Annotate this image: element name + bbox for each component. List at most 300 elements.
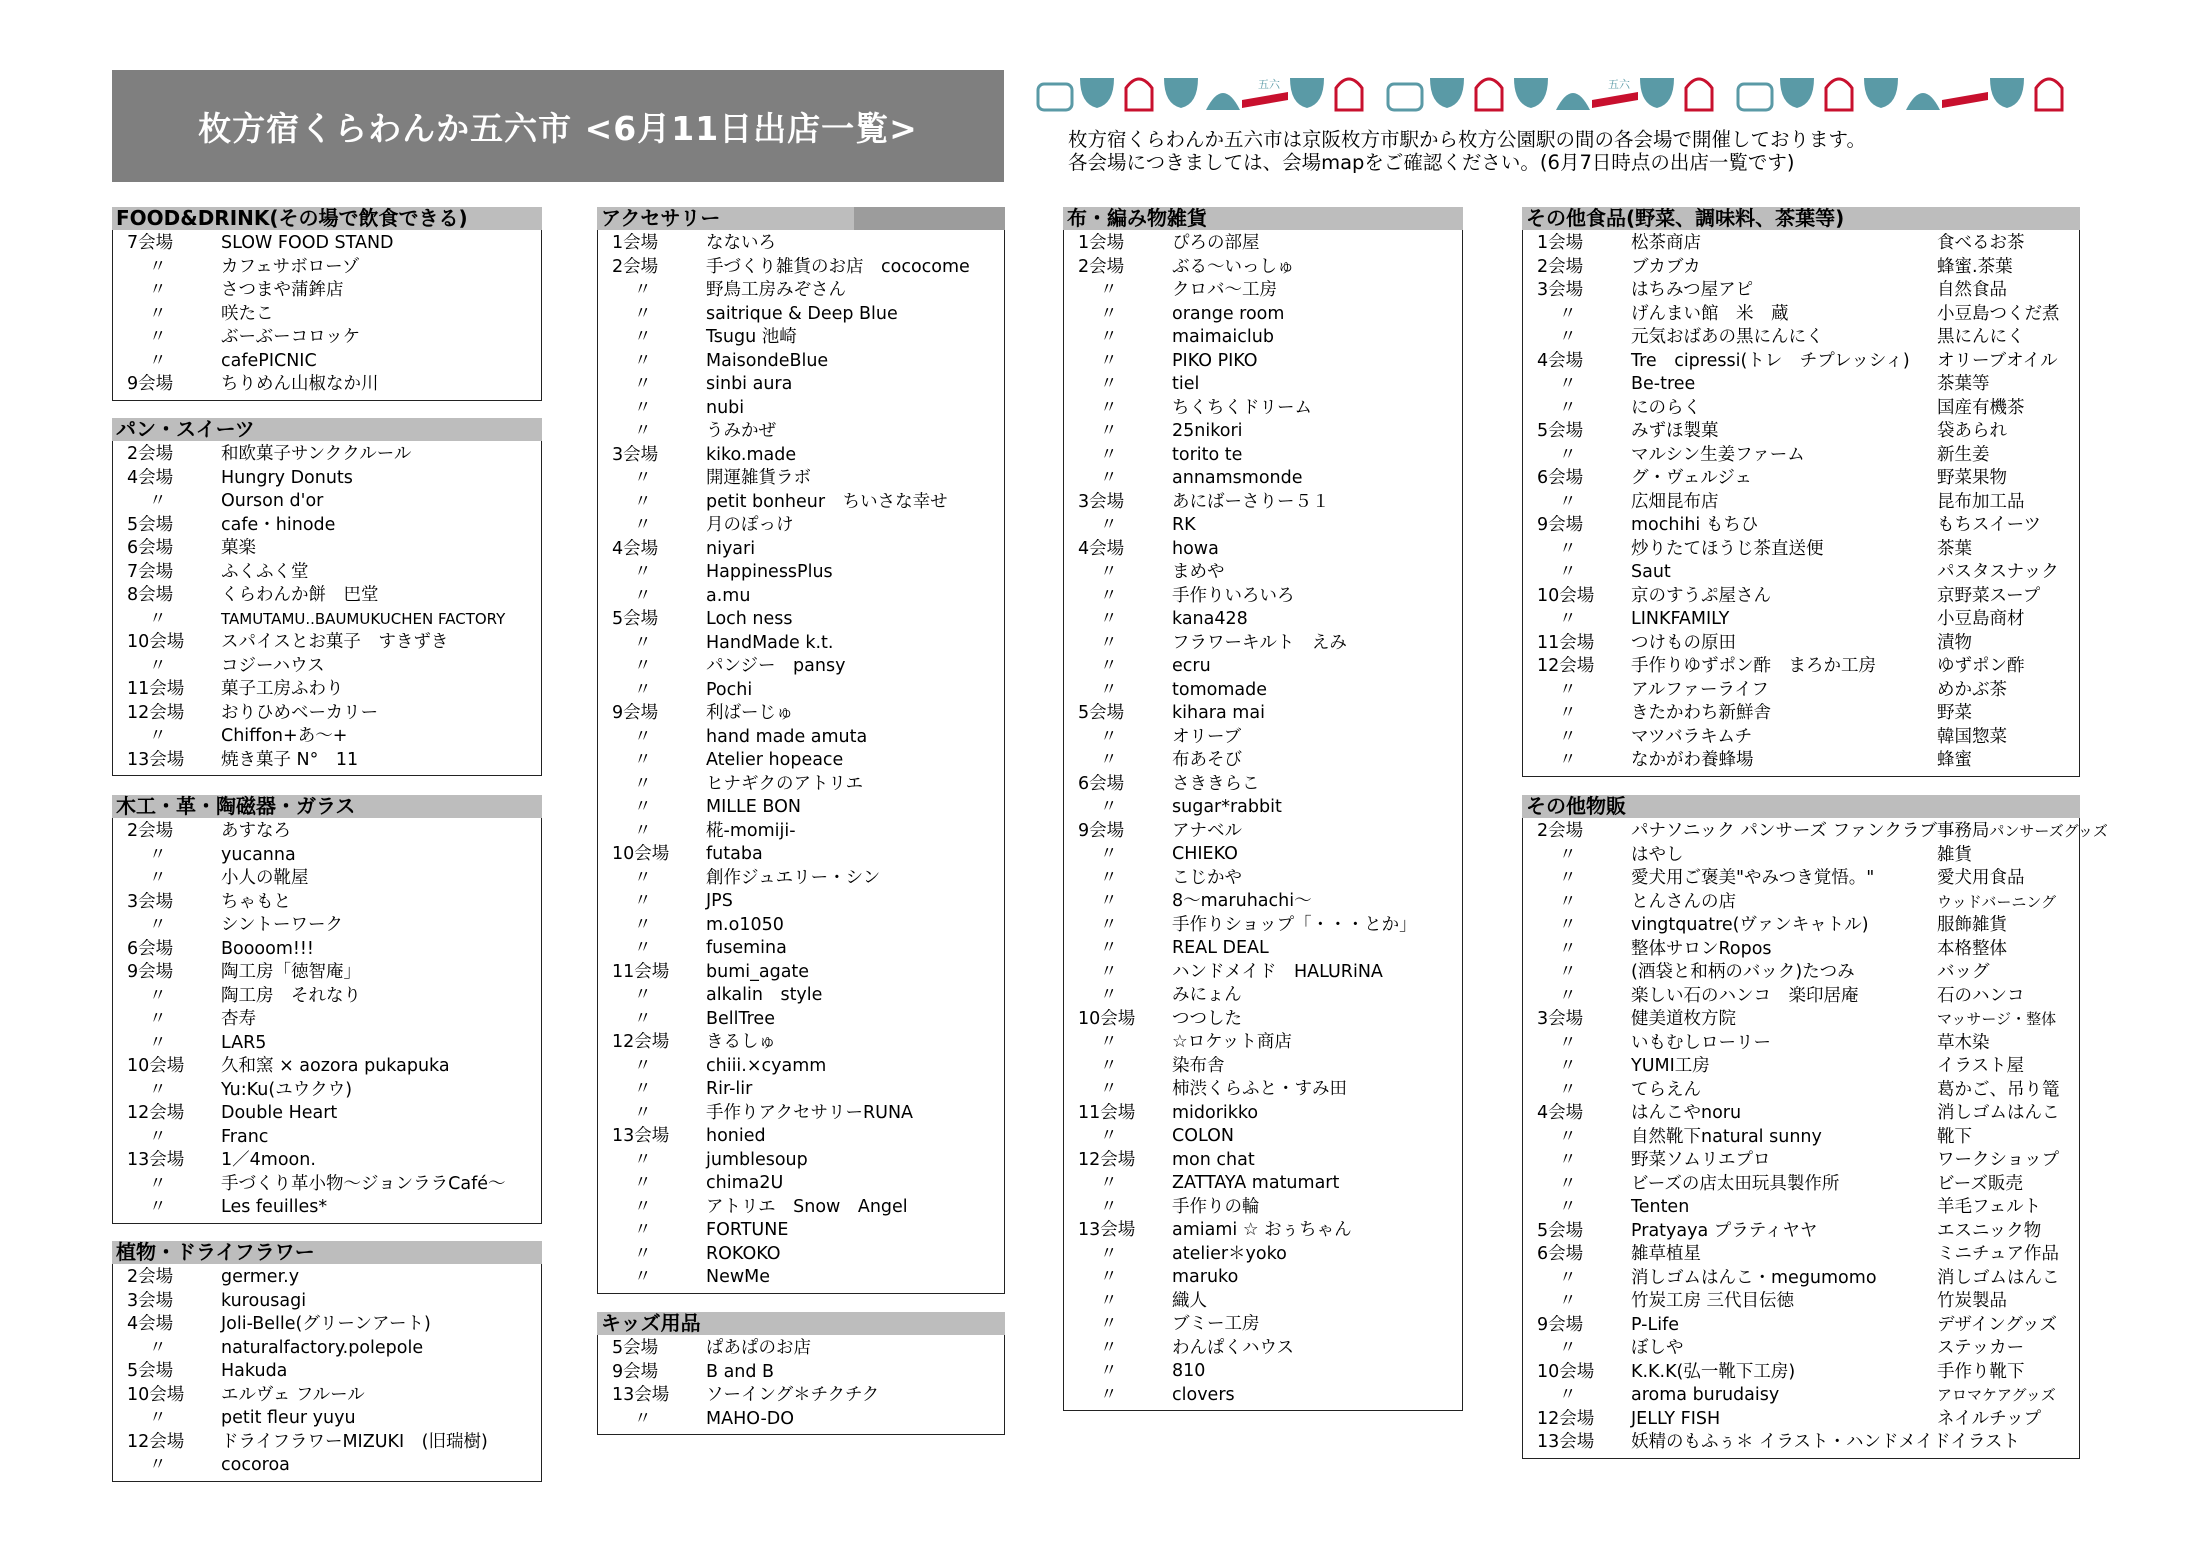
vendor-name: Double Heart [221, 1103, 338, 1123]
section-list [597, 230, 1005, 1294]
vendor-name: Chiffon+あ～+ [221, 726, 348, 746]
vendor-row [598, 1055, 1004, 1079]
product-category: エスニック物 [1937, 1220, 2042, 1241]
product-category: デザイングッズ [1937, 1314, 2058, 1335]
venue-label: 11会場 [1537, 632, 1595, 653]
vendor-row [1523, 1196, 2079, 1220]
product-category: 野菜 [1937, 703, 1972, 723]
section-kids [597, 1312, 1005, 1435]
vendor-name: 手作りショップ「・・・とか」 [1172, 914, 1417, 935]
venue-label: 9会場 [127, 374, 174, 394]
vendor-row [598, 444, 1004, 468]
venue-label: 〃 [1559, 962, 1577, 982]
vendor-row [1523, 726, 2079, 750]
vendor-row [1523, 491, 2079, 515]
vendor-row [1523, 1055, 2079, 1079]
product-category: ネイルチップ [1937, 1408, 2042, 1429]
product-category: 服飾雑貨 [1937, 915, 2007, 935]
vendor-row [113, 443, 541, 467]
page-title: 枚方宿くらわんか五六市 <6月11日出店一覧> [112, 70, 1004, 182]
venue-label: 12会場 [127, 1431, 185, 1452]
vendor-row [1523, 1102, 2079, 1126]
product-category: 国産有機茶 [1937, 397, 2025, 418]
vendor-row [1523, 1267, 2079, 1291]
vendor-row [1064, 773, 1462, 797]
lid-icon [1206, 93, 1240, 110]
vendor-name: 手作りアクセサリーRUNA [706, 1102, 914, 1123]
vendor-name: 手づくり雑貨のお店 cococome [706, 256, 970, 277]
vendor-name: REAL DEAL [1172, 938, 1269, 958]
vendor-name: 自然靴下natural sunny [1631, 1126, 1822, 1147]
venue-label: 〃 [1559, 1197, 1577, 1217]
section-bread [112, 418, 542, 776]
vendor-row [598, 1266, 1004, 1290]
vendor-row [598, 937, 1004, 961]
vendor-row [1523, 702, 2079, 726]
vendor-name: futaba [706, 844, 763, 864]
product-category: 本格整体 [1937, 938, 2007, 959]
vendor-name: 焼き菓子 N° 11 [221, 749, 359, 770]
venue-label: 〃 [634, 374, 652, 394]
vendor-name: ソーイング＊チクチク [706, 1385, 880, 1405]
venue-label: 〃 [1100, 562, 1118, 582]
product-category: 雑貨 [1937, 844, 1972, 865]
vendor-row [113, 749, 541, 773]
product-category: 蜂蜜.茶葉 [1937, 256, 2013, 277]
banner-icon [1592, 92, 1638, 108]
vendor-row [598, 890, 1004, 914]
venue-label: 〃 [634, 1267, 652, 1287]
bowl-icon [1990, 78, 2024, 108]
vendor-row [1523, 1290, 2079, 1314]
vendor-name: 炒りたてほうじ茶直送便 [1631, 538, 1824, 559]
venue-label: 〃 [1100, 961, 1118, 982]
vendor-row [1064, 350, 1462, 374]
vendor-row [113, 1032, 541, 1056]
product-category: 蜂蜜 [1937, 750, 1972, 770]
venue-label: 〃 [1100, 350, 1118, 371]
vendor-name: ☆ロケット商店 [1172, 1032, 1292, 1052]
vendor-name: honied [706, 1126, 766, 1146]
venue-label: 〃 [1100, 1173, 1118, 1193]
venue-label: 5会場 [127, 1361, 174, 1381]
vendor-row [598, 679, 1004, 703]
venue-label: 〃 [1100, 1337, 1118, 1358]
vendor-row [1064, 632, 1462, 656]
product-category: 靴下 [1937, 1126, 1972, 1147]
product-category: 石のハンコ [1937, 985, 2025, 1006]
vendor-row [1523, 373, 2079, 397]
product-category: ゆずポン酢 [1937, 656, 2025, 676]
vendor-row [1064, 796, 1462, 820]
vendor-name: 愛犬用ご褒美"やみつき覚悟。" [1631, 868, 1875, 888]
venue-label: 10会場 [1078, 1008, 1136, 1029]
vendor-name: 陶工房「徳智庵」 [221, 962, 361, 982]
vendor-row [1064, 1149, 1462, 1173]
vendor-row [1064, 1243, 1462, 1267]
vendor-name: 織人 [1172, 1290, 1207, 1311]
venue-label: 〃 [1559, 1126, 1577, 1147]
product-category: 京野菜スープ [1937, 585, 2041, 606]
vendor-row [1064, 914, 1462, 938]
venue-label: 〃 [1559, 327, 1577, 347]
vendor-row [598, 655, 1004, 679]
vendor-row [1523, 1079, 2079, 1103]
venue-label: 〃 [634, 1149, 652, 1170]
venue-label: 〃 [634, 985, 652, 1005]
venue-label: 3会場 [127, 891, 174, 912]
venue-label: 5会場 [127, 514, 174, 535]
vendor-name: (酒袋と和柄のバック)たつみ [1631, 962, 1855, 982]
vendor-name: LAR5 [221, 1032, 267, 1053]
product-category: オリーブオイル [1937, 350, 2058, 371]
venue-label: 6会場 [127, 938, 174, 959]
vendor-name: マツバラキムチ [1631, 726, 1753, 747]
bowl-icon [1640, 78, 1674, 108]
venue-label: 〃 [1559, 1173, 1577, 1194]
vendor-name: 染布舎 [1172, 1055, 1225, 1076]
bowl-icon [1780, 78, 1814, 108]
vendor-row [1064, 702, 1462, 726]
vendor-row [1064, 1384, 1462, 1408]
venue-label: 〃 [634, 280, 652, 300]
section-title: アクセサリー [597, 207, 1005, 230]
vendor-row [598, 491, 1004, 515]
vendor-row [113, 891, 541, 915]
venue-label: 〃 [149, 491, 167, 511]
product-category: 草木染 [1937, 1032, 1990, 1053]
section-plants [112, 1241, 542, 1482]
vendor-row [1064, 585, 1462, 609]
vendor-name: MaisondeBlue [706, 350, 829, 371]
vendor-row [598, 467, 1004, 491]
cup-icon [1476, 79, 1502, 110]
vendor-name: 810 [1172, 1361, 1206, 1381]
vendor-row [598, 773, 1004, 797]
vendor-row [113, 1313, 541, 1337]
vendor-name: 久和窯 × aozora pukapuka [221, 1056, 450, 1076]
vendor-row [1064, 303, 1462, 327]
vendor-row [1064, 679, 1462, 703]
vendor-name: chima2U [706, 1173, 784, 1193]
vendor-row [1064, 538, 1462, 562]
vendor-name: グ・ヴェルジェ [1631, 468, 1753, 488]
vendor-name: 広畑昆布店 [1631, 491, 1719, 512]
vendor-row [598, 914, 1004, 938]
vendor-row [1064, 961, 1462, 985]
vendor-name: なかがわ養蜂場 [1631, 750, 1754, 770]
venue-label: 〃 [149, 726, 167, 746]
venue-label: 〃 [1100, 632, 1118, 653]
venue-label: 〃 [1100, 468, 1118, 488]
vendor-name: nubi [706, 397, 745, 418]
vendor-name: みにょん [1172, 985, 1242, 1005]
product-category: ワークショップ [1937, 1150, 2060, 1170]
venue-label: 〃 [634, 1408, 652, 1429]
venue-label: 13会場 [1537, 1432, 1595, 1452]
section-list [112, 230, 542, 401]
venue-label: 〃 [1100, 374, 1118, 394]
vendor-row [598, 256, 1004, 280]
vendor-name: Les feuilles* [221, 1197, 328, 1217]
section-title: パン・スイーツ [112, 418, 542, 441]
vendor-row [598, 561, 1004, 585]
venue-label: 5会場 [1078, 703, 1125, 723]
vendor-row [1064, 279, 1462, 303]
vendor-name: yucanna [221, 844, 296, 865]
vendor-name: 消しゴムはんこ・megumomo [1631, 1267, 1877, 1288]
venue-label: 12会場 [1537, 1408, 1595, 1429]
venue-label: 13会場 [127, 1150, 185, 1170]
vendor-name: あすなろ [221, 821, 291, 841]
vendor-row [1064, 1102, 1462, 1126]
vendor-row [1064, 749, 1462, 773]
venue-label: 2会場 [127, 444, 174, 464]
vendor-row [1064, 1219, 1462, 1243]
venue-label: 〃 [1559, 397, 1577, 418]
vendor-row [1523, 420, 2079, 444]
vendor-name: kurousagi [221, 1290, 307, 1311]
vendor-row [1064, 491, 1462, 515]
vendor-row [598, 1219, 1004, 1243]
vendor-row [1064, 608, 1462, 632]
venue-label: 〃 [1100, 1384, 1118, 1405]
vendor-name: ドライフラワーMIZUKI (旧瑞樹) [221, 1431, 488, 1452]
venue-label: 13会場 [612, 1385, 670, 1405]
vendor-row [598, 726, 1004, 750]
venue-label: 〃 [149, 350, 167, 371]
vendor-row [1523, 467, 2079, 491]
vendor-name: 雑草植星 [1631, 1244, 1701, 1264]
vendor-row [1523, 938, 2079, 962]
vendor-row [113, 467, 541, 491]
vendor-row [598, 1243, 1004, 1267]
vendor-row [598, 373, 1004, 397]
venue-label: 4会場 [1078, 538, 1125, 559]
venue-label: 8会場 [127, 585, 174, 605]
vendor-row [1064, 256, 1462, 280]
vendor-name: ZATTAYA matumart [1172, 1173, 1340, 1193]
lid-icon [1906, 93, 1940, 110]
product-category: 韓国惣菜 [1937, 726, 2007, 747]
bowl-icon [1290, 78, 1324, 108]
venue-label: 〃 [149, 280, 167, 300]
section-list [1522, 230, 2080, 777]
vendor-row [1064, 232, 1462, 256]
cup-icon [1826, 79, 1852, 110]
vendor-name: chiii.×cyamm [706, 1055, 827, 1076]
venue-label: 〃 [1100, 797, 1118, 817]
vendor-row [113, 725, 541, 749]
vendor-row [598, 1149, 1004, 1173]
vendor-name: TAMUTAMU..BAUMUKUCHEN FACTORY [221, 609, 506, 628]
vendor-name: マルシン生姜ファーム [1631, 444, 1805, 465]
venue-label: 5会場 [612, 609, 659, 629]
vendor-row [113, 1454, 541, 1478]
banner-icon [1242, 92, 1288, 108]
venue-label: 9会場 [1537, 515, 1584, 535]
section-fabric [1063, 207, 1463, 1411]
vendor-row [598, 1172, 1004, 1196]
vendor-name: Yu:Ku(ユウクウ) [221, 1079, 353, 1100]
product-category: イラスト屋 [1937, 1056, 2024, 1076]
venue-label: 〃 [1100, 656, 1118, 676]
vendor-row [1523, 632, 2079, 656]
vendor-name: YUMI工房 [1631, 1056, 1710, 1076]
venue-label: 〃 [634, 1196, 652, 1217]
product-category: 竹炭製品 [1937, 1291, 2007, 1311]
section-craft [112, 795, 542, 1224]
pot-icon [1388, 84, 1422, 110]
vendor-name: RK [1172, 515, 1196, 535]
vendor-row [1523, 867, 2079, 891]
venue-label: 4会場 [127, 1314, 174, 1334]
vendor-name: さつまや蒲鉾店 [221, 280, 344, 300]
venue-label: 〃 [634, 726, 652, 747]
vendor-row [1523, 538, 2079, 562]
venue-label: 〃 [149, 1408, 167, 1428]
product-category: 小豆島商材 [1937, 609, 2025, 629]
venue-label: 〃 [634, 656, 652, 676]
venue-label: 6会場 [127, 538, 174, 558]
vendor-row [1523, 985, 2079, 1009]
venue-label: 〃 [1559, 915, 1577, 935]
vendor-name: Hungry Donuts [221, 467, 353, 488]
vendor-row [1064, 655, 1462, 679]
venue-label: 〃 [1559, 1338, 1577, 1358]
vendor-name: 布あそび [1172, 750, 1242, 770]
section-title: キッズ用品 [597, 1312, 1005, 1335]
product-category: 新生姜 [1937, 444, 1990, 465]
vendor-row [1064, 444, 1462, 468]
vendor-row [1064, 937, 1462, 961]
vendor-row [1064, 1360, 1462, 1384]
vendor-row [113, 232, 541, 256]
vendor-row [1064, 1078, 1462, 1102]
vendor-name: torito te [1172, 444, 1243, 465]
vendor-name: NewMe [706, 1267, 771, 1287]
vendor-name: 妖精のもふぅ＊ イラスト・ハンドメイド [1631, 1432, 1951, 1452]
vendor-name: maimaiclub [1172, 327, 1274, 347]
vendor-name: HappinessPlus [706, 562, 833, 582]
vendor-row [598, 1361, 1004, 1385]
venue-label: 2会場 [127, 1267, 174, 1287]
vendor-name: クロバ～工房 [1172, 280, 1277, 300]
vendor-name: LINKFAMILY [1631, 609, 1730, 629]
vendor-name: bumi_agate [706, 961, 810, 982]
vendor-name: annamsmonde [1172, 468, 1303, 488]
venue-label: 〃 [1559, 679, 1577, 700]
vendor-row [1064, 726, 1462, 750]
section-list [112, 441, 542, 776]
vendor-row [598, 303, 1004, 327]
venue-label: 〃 [1100, 1055, 1118, 1076]
vendor-row [1523, 844, 2079, 868]
venue-label: 〃 [1100, 444, 1118, 465]
venue-label: 〃 [1559, 868, 1577, 888]
vendor-row [1064, 561, 1462, 585]
product-category: 自然食品 [1937, 280, 2007, 300]
vendor-row [1523, 749, 2079, 773]
vendor-row [1523, 1032, 2079, 1056]
vendor-name: 月のぽっけ [706, 515, 794, 535]
vendor-row [1064, 514, 1462, 538]
venue-label: 〃 [1559, 891, 1577, 912]
vendor-name: 野鳥工房みぞさん [706, 280, 846, 300]
product-category: 愛犬用食品 [1937, 868, 2025, 888]
section-title: 植物・ドライフラワー [112, 1241, 542, 1264]
vendor-row [1064, 1008, 1462, 1032]
vendor-name: きるしゅ [706, 1032, 776, 1052]
vendor-name: パンジー pansy [706, 656, 846, 676]
venue-label: 〃 [634, 632, 652, 653]
vendor-name: 椛-momiji- [706, 820, 796, 841]
vendor-name: alkalin style [706, 985, 823, 1005]
vendor-name: 健美道枚方院 [1631, 1009, 1736, 1029]
section-title: 布・編み物雑貨 [1063, 207, 1463, 230]
venue-label: 10会場 [127, 1384, 185, 1405]
vendor-name: わんぱくハウス [1172, 1337, 1294, 1358]
product-category: 羊毛フェルト [1937, 1197, 2042, 1217]
product-category: もちスイーツ [1937, 515, 2041, 535]
vendor-name: Tre cipressi(トレ チプレッシィ) [1631, 350, 1910, 371]
venue-label: 〃 [634, 797, 652, 817]
venue-label: 〃 [1100, 1196, 1118, 1217]
venue-label: 〃 [1559, 985, 1577, 1006]
vendor-name: petit fleur yuyu [221, 1408, 356, 1428]
vendor-row [1064, 373, 1462, 397]
venue-label: 〃 [634, 750, 652, 770]
section-title: その他食品(野菜、調味料、茶葉等) [1522, 207, 2080, 230]
vendor-name: hand made amuta [706, 726, 868, 747]
vendor-name: 創作ジュエリー・シン [706, 867, 881, 888]
vendor-name: 竹炭工房 三代目伝徳 [1631, 1291, 1795, 1311]
vendor-name: ヒナギクのアトリエ [706, 773, 864, 794]
venue-label: 13会場 [127, 749, 185, 770]
bowl-pattern-decoration [1038, 70, 2108, 116]
vendor-name: てらえん [1631, 1079, 1701, 1100]
lid-icon [1556, 93, 1590, 110]
venue-label: 〃 [1100, 867, 1118, 888]
vendor-row [598, 702, 1004, 726]
vendor-name: a.mu [706, 585, 751, 606]
section-othersales [1522, 794, 2108, 1459]
vendor-name: Tsugu 池崎 [706, 327, 797, 347]
venue-label: 3会場 [1537, 280, 1584, 300]
venue-label: 6会場 [1537, 1244, 1584, 1264]
vendor-name: jumblesoup [706, 1149, 808, 1170]
vendor-name: フラワーキルト えみ [1172, 632, 1347, 653]
vendor-name: Saut [1631, 562, 1671, 582]
vendor-name: 菓子工房ふわり [221, 679, 344, 699]
venue-label: 10会場 [127, 1056, 185, 1076]
venue-label: 〃 [1100, 891, 1118, 911]
venue-label: 10会場 [1537, 1361, 1595, 1382]
vendor-row [1523, 232, 2079, 256]
vendor-row [1064, 326, 1462, 350]
vendor-name: 柿渋くらふと・すみ田 [1172, 1079, 1347, 1099]
product-category: 小豆島つくだ煮 [1937, 303, 2060, 324]
venue-label: 5会場 [612, 1338, 659, 1358]
venue-label: 6会場 [1078, 773, 1125, 794]
venue-label: 〃 [149, 256, 167, 277]
vendor-name: はんこやnoru [1631, 1103, 1742, 1123]
venue-label: 〃 [149, 868, 167, 888]
vendor-name: niyari [706, 538, 756, 559]
venue-label: 〃 [634, 1243, 652, 1264]
vendor-name: SLOW FOOD STAND [221, 233, 394, 253]
product-category: 食べるお茶 [1937, 233, 2025, 253]
